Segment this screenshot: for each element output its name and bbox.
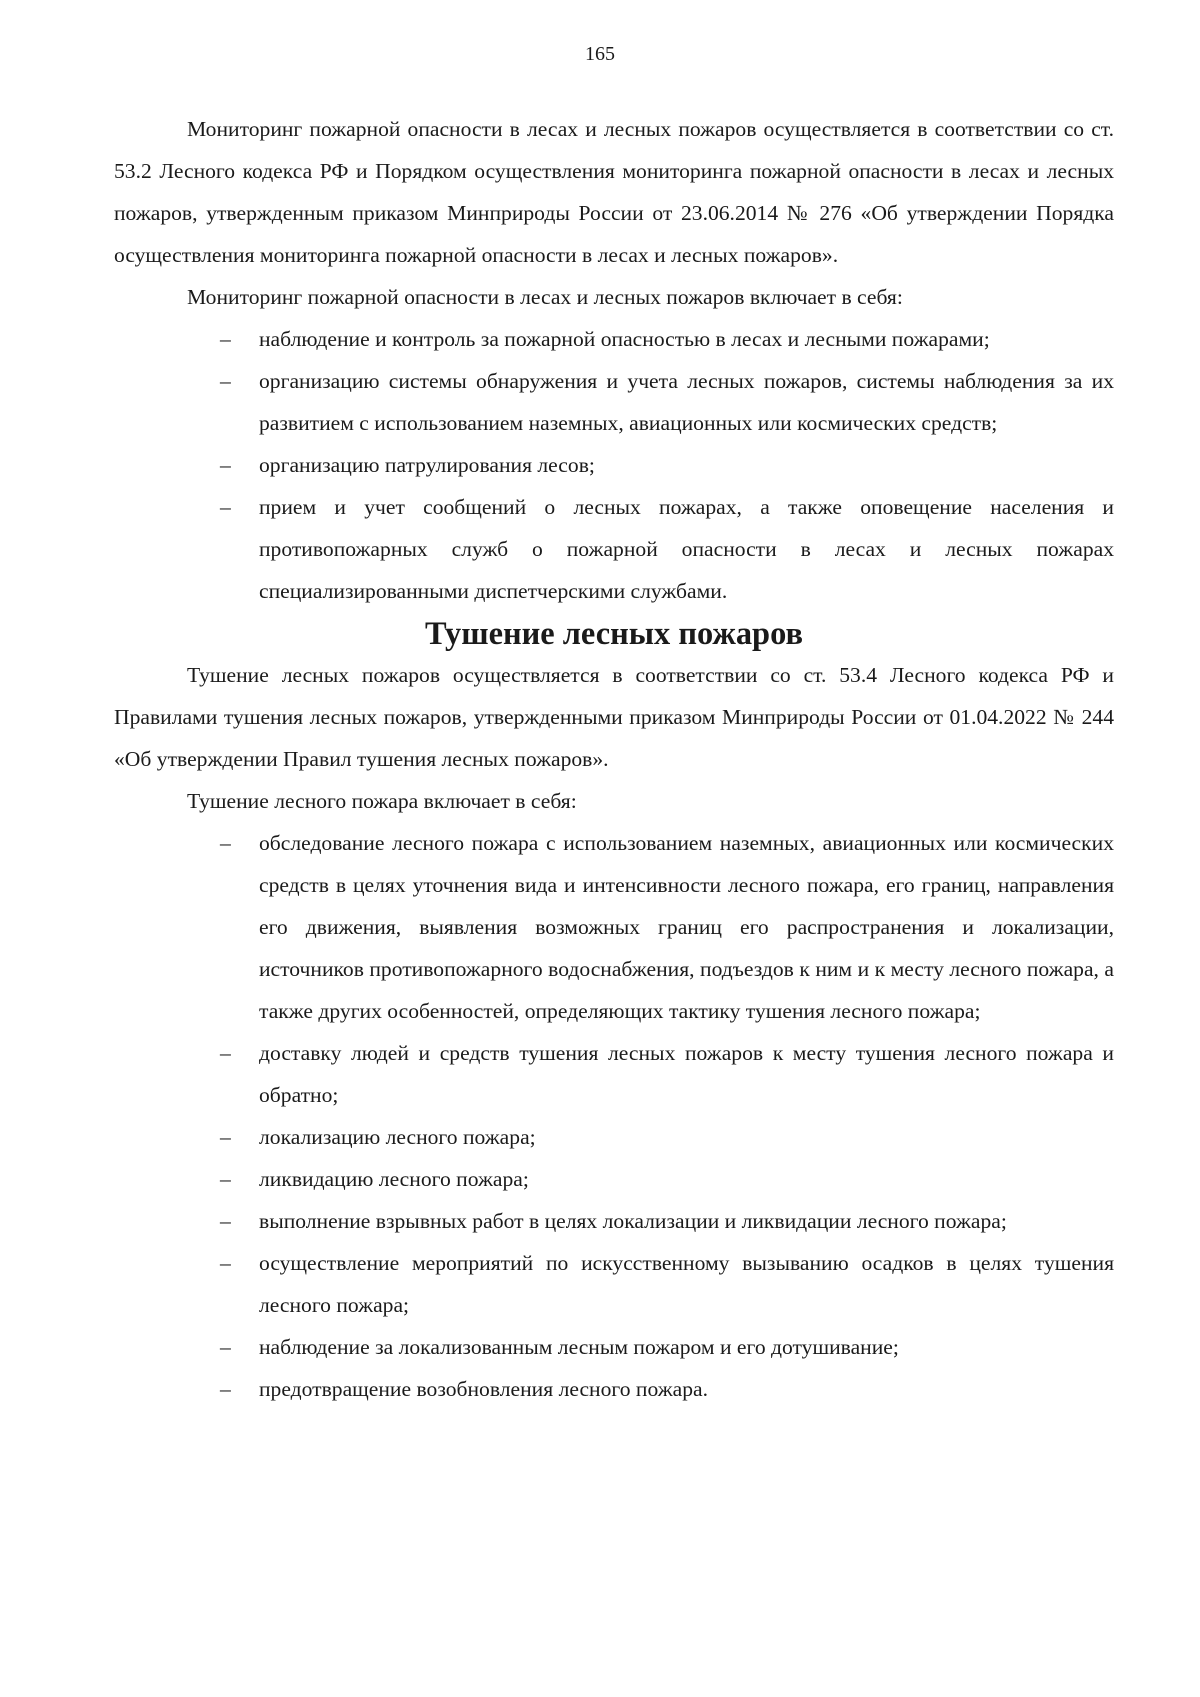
paragraph-monitoring-includes: Мониторинг пожарной опасности в лесах и лесных пожаров включает в себя: <box>187 285 903 309</box>
paragraph-firefighting-includes: Тушение лесного пожара включает в себя: <box>187 789 577 813</box>
list-item-text: осуществление мероприятий по искусственному вызыванию осадков в целях тушения лесного пожара; <box>259 1251 1114 1317</box>
list-item-text: предотвращение возобновления лесного пожара. <box>259 1377 709 1401</box>
list-dash: – <box>220 1377 231 1401</box>
firefighting-list <box>114 822 1114 1410</box>
list-item <box>114 1242 1114 1326</box>
list-dash: – <box>220 1209 231 1233</box>
list-item <box>114 318 1114 360</box>
list-item-text: организацию патрулирования лесов; <box>259 453 595 477</box>
list-item <box>114 1326 1114 1368</box>
list-item-text: выполнение взрывных работ в целях локализации и ликвидации лесного пожара; <box>259 1209 1007 1233</box>
list-item-text: организацию системы обнаружения и учета лесных пожаров, системы наблюдения за их развитием с использованием наземных, авиационных или космических средств; <box>259 369 1114 435</box>
list-item-text: локализацию лесного пожара; <box>259 1125 536 1149</box>
page-number: 165 <box>585 43 615 65</box>
list-item <box>114 1200 1114 1242</box>
document-body <box>114 108 1114 1410</box>
list-dash: – <box>220 1041 231 1065</box>
paragraph-monitoring-basis: Мониторинг пожарной опасности в лесах и лесных пожаров осуществляется в соответствии со ст. 53.2 Лесного кодекса РФ и Порядком осуществления мониторинга пожарной опасности в лесах и лесных пожаров, утвержденным приказом Минприроды России от 23.06.2014 № 276 «Об утверждении Порядка осуществления мониторинга пожарной опасности в лесах и лесных пожаров». <box>114 117 1114 267</box>
list-dash: – <box>220 369 231 393</box>
list-dash: – <box>220 1167 231 1191</box>
list-dash: – <box>220 327 231 351</box>
list-item-text: прием и учет сообщений о лесных пожарах, а также оповещение населения и противопожарных служб о пожарной опасности в лесах и лесных пожарах специализированными диспетчерскими службами. <box>259 495 1114 603</box>
list-item-text: наблюдение за локализованным лесным пожаром и его дотушивание; <box>259 1335 899 1359</box>
list-item <box>114 486 1114 612</box>
list-dash: – <box>220 1335 231 1359</box>
monitoring-list <box>114 318 1114 612</box>
section-heading: Тушение лесных пожаров <box>425 616 803 652</box>
list-item <box>114 444 1114 486</box>
list-item-text: доставку людей и средств тушения лесных пожаров к месту тушения лесного пожара и обратно; <box>259 1041 1114 1107</box>
list-dash: – <box>220 831 231 855</box>
list-item <box>114 1158 1114 1200</box>
paragraph-firefighting-basis: Тушение лесных пожаров осуществляется в соответствии со ст. 53.4 Лесного кодекса РФ и Правилами тушения лесных пожаров, утвержденными приказом Минприроды России от 01.04.2022 № 244 «Об утверждении Правил тушения лесных пожаров». <box>114 663 1114 771</box>
list-dash: – <box>220 495 231 519</box>
list-dash: – <box>220 453 231 477</box>
list-item <box>114 1116 1114 1158</box>
list-item-text: обследование лесного пожара с использованием наземных, авиационных или космических средств в целях уточнения вида и интенсивности лесного пожара, его границ, направления его движения, выявления возможных границ его распространения и локализации, источников противопожарного водоснабжения, подъездов к ним и к месту лесного пожара, а также других особенностей, определяющих тактику тушения лесного пожара; <box>259 831 1114 1023</box>
list-item-text: наблюдение и контроль за пожарной опасностью в лесах и лесными пожарами; <box>259 327 990 351</box>
list-item <box>114 360 1114 444</box>
list-item <box>114 1032 1114 1116</box>
list-dash: – <box>220 1251 231 1275</box>
list-dash: – <box>220 1125 231 1149</box>
list-item <box>114 822 1114 1032</box>
list-item <box>114 1368 1114 1410</box>
list-item-text: ликвидацию лесного пожара; <box>259 1167 529 1191</box>
